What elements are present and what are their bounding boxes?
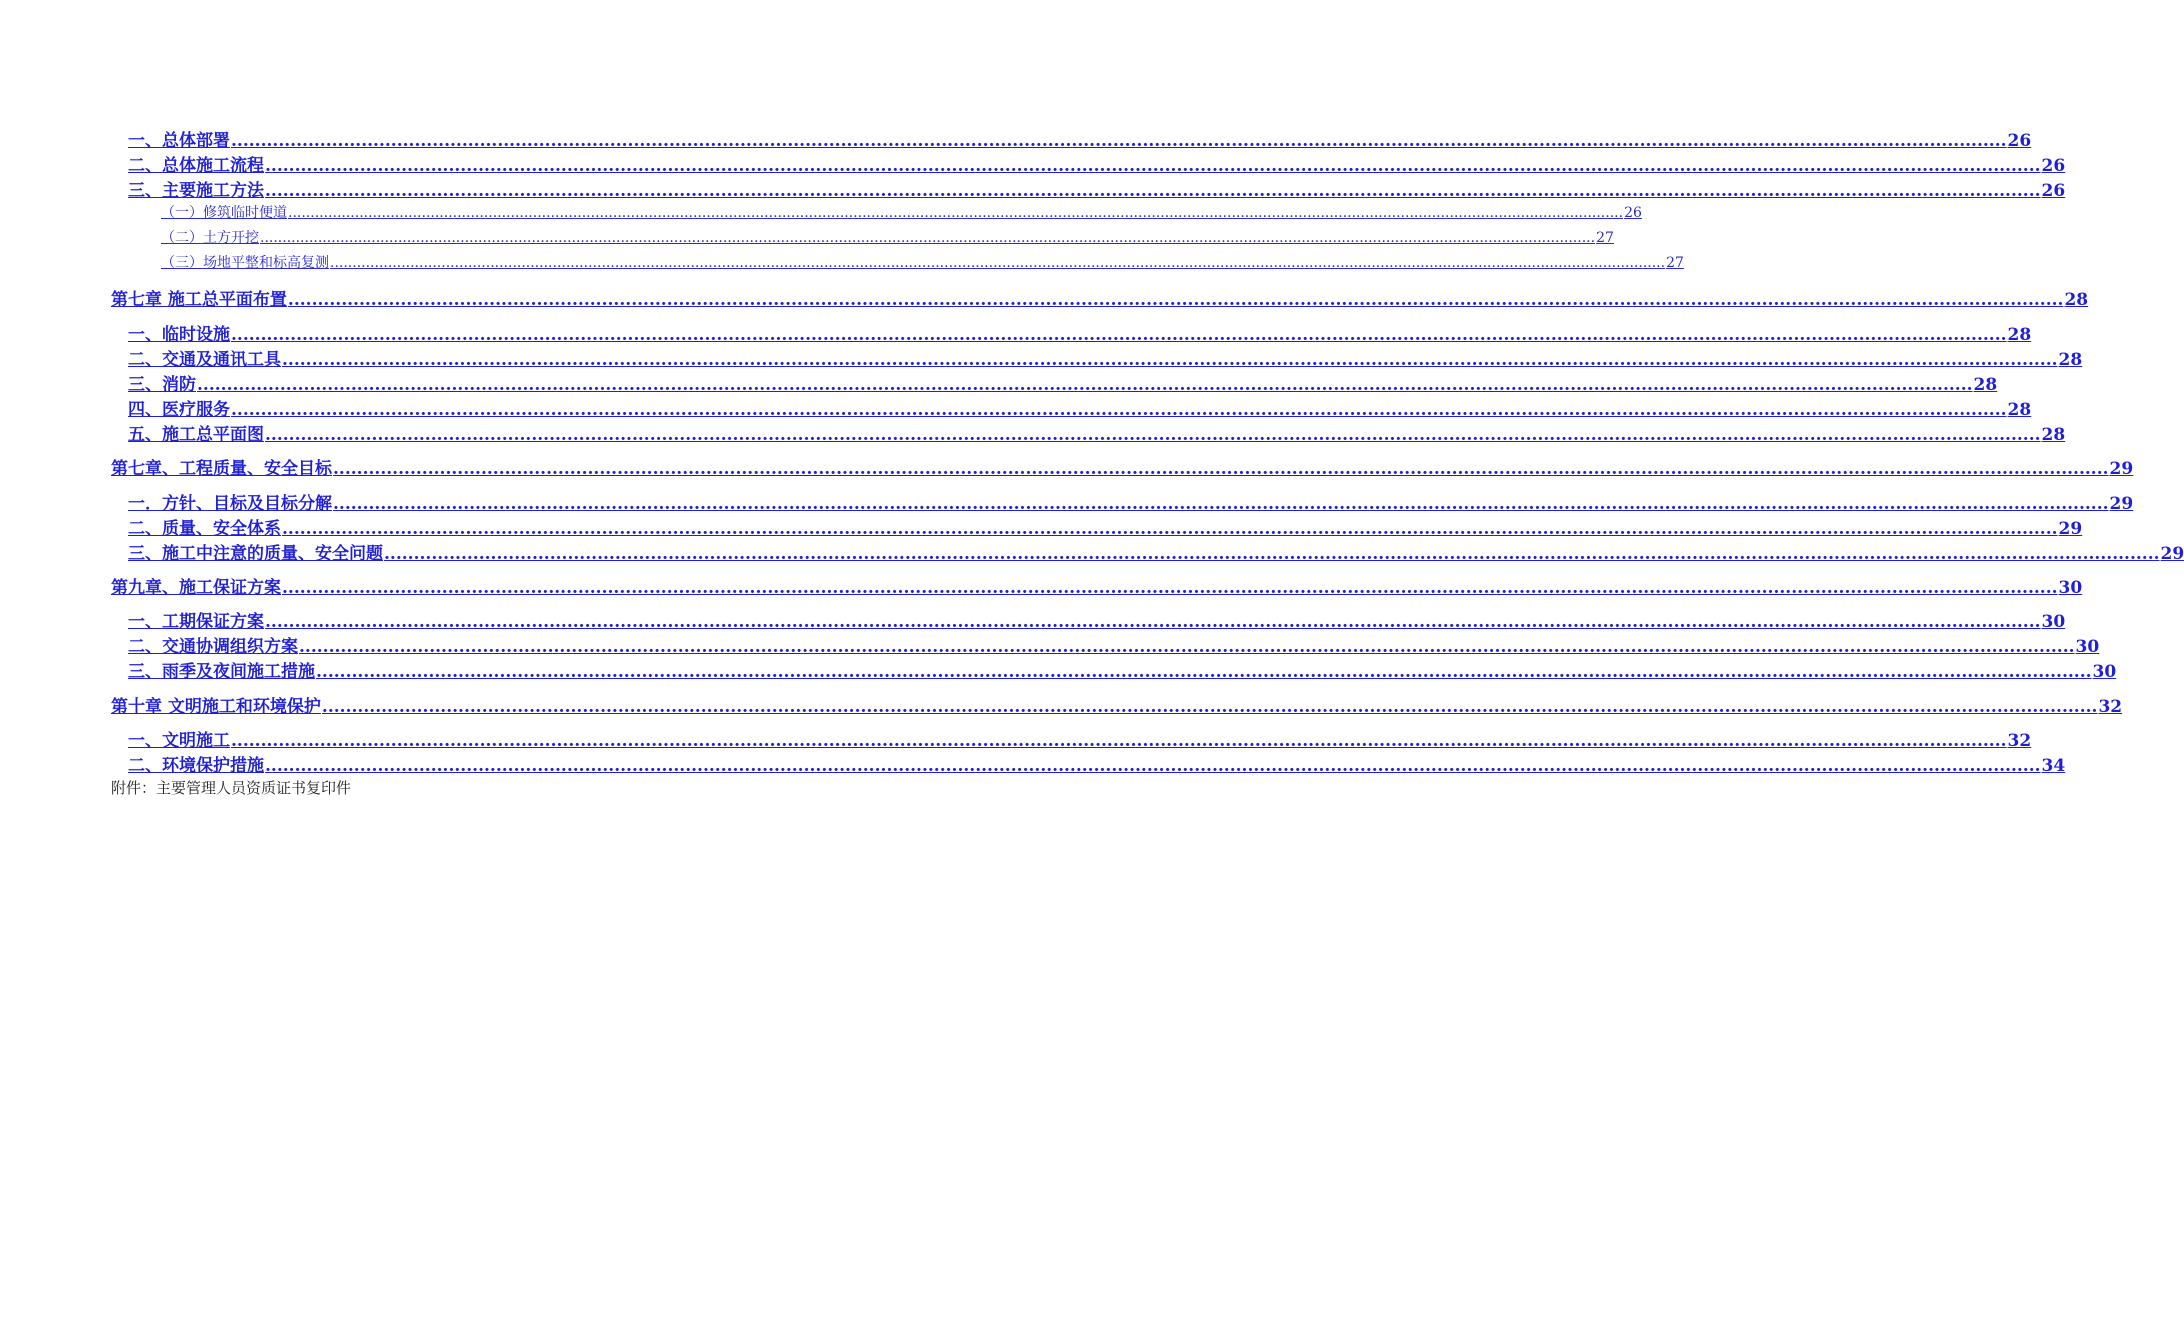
toc-entry[interactable] [161, 227, 1614, 247]
toc-entry-title: 一、临时设施 [128, 325, 230, 345]
toc-entry[interactable] [111, 692, 2123, 717]
toc-entry[interactable] [128, 539, 2184, 564]
toc-entry-page: 28 [2058, 350, 2083, 370]
toc-leader-dots: ............................................................................................................................................................................................................................................................................................................ [384, 544, 2160, 564]
toc-entry[interactable] [161, 252, 1684, 272]
toc-leader-dots: ............................................................................................................................................................................................................................................................................................................ [231, 325, 2007, 345]
toc-entry[interactable] [128, 726, 2032, 751]
toc-leader-dots: ............................................................................................................................................................................................................................................................................................................ [299, 637, 2075, 657]
toc-entry-title: 三、消防 [128, 375, 196, 395]
toc-leader-dots: ............................................................................................................................................................................................................................................................................................................ [231, 400, 2007, 420]
toc-leader-dots: ............................................................................................................................................................................................................................................................................................................ [265, 181, 2041, 201]
toc-entry-title: 四、医疗服务 [128, 400, 230, 420]
toc-entry[interactable] [128, 176, 2066, 201]
toc-entry-page: 29 [2160, 544, 2184, 564]
toc-entry-page: 27 [1596, 230, 1614, 246]
toc-entry-page: 26 [1624, 205, 1642, 221]
toc-entry-page: 28 [1973, 375, 1998, 395]
toc-leader-dots: ............................................................................................................................................................................................................................................................................................................ [316, 662, 2092, 682]
toc-entry[interactable] [128, 657, 2117, 682]
appendix-note: 附件：主要管理人员资质证书复印件 [111, 779, 352, 797]
toc-leader-dots: ............................................................................................................................................................................................................................................................................................................ [333, 459, 2109, 479]
toc-entry-page: 26 [2041, 181, 2066, 201]
toc-entry-page: 28 [2007, 325, 2032, 345]
toc-entry[interactable] [111, 285, 2089, 310]
toc-entry-title: 一、总体部署 [128, 131, 230, 151]
toc-entry-title: 第七章 施工总平面布置 [111, 290, 287, 310]
toc-leader-dots: ............................................................................................................................................................................................................................................................................................................ [265, 612, 2041, 632]
toc-entry[interactable] [111, 573, 2083, 598]
toc-leader-dots: ............................................................................................................................................................................................................................................................................................................ [197, 375, 1973, 395]
toc-entry-page: 30 [2041, 612, 2066, 632]
toc-leader-dots: ............................................................................................................................................................................................................................................................................................................ [265, 156, 2041, 176]
toc-leader-dots: ............................................................................................................................................................................................................................................................................................................ [330, 255, 1666, 271]
toc-entry-title: 一、工期保证方案 [128, 612, 264, 632]
toc-entry-title: （三）场地平整和标高复测 [161, 255, 329, 271]
toc-leader-dots: ............................................................................................................................................................................................................................................................................................................ [265, 425, 2041, 445]
toc-entry-page: 32 [2007, 731, 2032, 751]
toc-entry-title: 二、总体施工流程 [128, 156, 264, 176]
toc-entry[interactable] [128, 370, 1998, 395]
toc-entry-page: 26 [2007, 131, 2032, 151]
toc-entry[interactable] [128, 607, 2066, 632]
toc-entry-title: 三、主要施工方法 [128, 181, 264, 201]
toc-entry-title: （二）土方开挖 [161, 230, 259, 246]
toc-entry[interactable] [161, 202, 1642, 222]
toc-entry-page: 28 [2064, 290, 2089, 310]
toc-entry-page: 29 [2109, 459, 2134, 479]
toc-entry-title: （一）修筑临时便道 [161, 205, 287, 221]
toc-entry-title: 二、环境保护措施 [128, 756, 264, 776]
toc-entry-title: 二、质量、安全体系 [128, 519, 281, 539]
toc-entry-page: 29 [2109, 494, 2134, 514]
toc-entry-title: 二、交通及通讯工具 [128, 350, 281, 370]
toc-entry-page: 26 [2041, 156, 2066, 176]
toc-leader-dots: ............................................................................................................................................................................................................................................................................................................ [333, 494, 2109, 514]
toc-entry-page: 29 [2058, 519, 2083, 539]
toc-entry-page: 30 [2058, 578, 2083, 598]
toc-leader-dots: ............................................................................................................................................................................................................................................................................................................ [282, 350, 2058, 370]
toc-leader-dots: ............................................................................................................................................................................................................................................................................................................ [282, 578, 2058, 598]
toc-entry-page: 30 [2075, 637, 2100, 657]
toc-entry[interactable] [128, 126, 2032, 151]
toc-leader-dots: ............................................................................................................................................................................................................................................................................................................ [231, 731, 2007, 751]
toc-entry[interactable] [128, 345, 2083, 370]
toc-entry[interactable] [111, 454, 2134, 479]
toc-entry[interactable] [128, 395, 2032, 420]
toc-entry-title: 第十章 文明施工和环境保护 [111, 697, 321, 717]
toc-entry[interactable] [128, 420, 2066, 445]
toc-leader-dots: ............................................................................................................................................................................................................................................................................................................ [321, 697, 2098, 717]
toc-entry-page: 28 [2041, 425, 2066, 445]
toc-entry[interactable] [128, 320, 2032, 345]
toc-entry-title: 三、施工中注意的质量、安全问题 [128, 544, 383, 564]
toc-entry-page: 34 [2041, 756, 2066, 776]
toc-leader-dots: ............................................................................................................................................................................................................................................................................................................ [287, 290, 2064, 310]
toc-entry-title: 一．方针、目标及目标分解 [128, 494, 332, 514]
toc-entry-page: 28 [2007, 400, 2032, 420]
toc-leader-dots: ............................................................................................................................................................................................................................................................................................................ [231, 131, 2007, 151]
toc-leader-dots: ............................................................................................................................................................................................................................................................................................................ [282, 519, 2058, 539]
toc-entry-title: 一、文明施工 [128, 731, 230, 751]
toc-entry-page: 30 [2092, 662, 2117, 682]
toc-entry-title: 第七章、工程质量、安全目标 [111, 459, 332, 479]
toc-entry[interactable] [128, 632, 2100, 657]
toc-entry-title: 二、交通协调组织方案 [128, 637, 298, 657]
toc-entry-page: 32 [2098, 697, 2123, 717]
toc-entry[interactable] [128, 489, 2134, 514]
toc-entry[interactable] [128, 751, 2066, 776]
toc-leader-dots: ............................................................................................................................................................................................................................................................................................................ [288, 205, 1624, 221]
toc-leader-dots: ............................................................................................................................................................................................................................................................................................................ [260, 230, 1596, 246]
toc-entry[interactable] [128, 514, 2083, 539]
toc-entry[interactable] [128, 151, 2066, 176]
toc-entry-title: 三、雨季及夜间施工措施 [128, 662, 315, 682]
toc-entry-title: 第九章、施工保证方案 [111, 578, 281, 598]
toc-entry-title: 五、施工总平面图 [128, 425, 264, 445]
toc-leader-dots: ............................................................................................................................................................................................................................................................................................................ [265, 756, 2041, 776]
toc-entry-page: 27 [1666, 255, 1684, 271]
